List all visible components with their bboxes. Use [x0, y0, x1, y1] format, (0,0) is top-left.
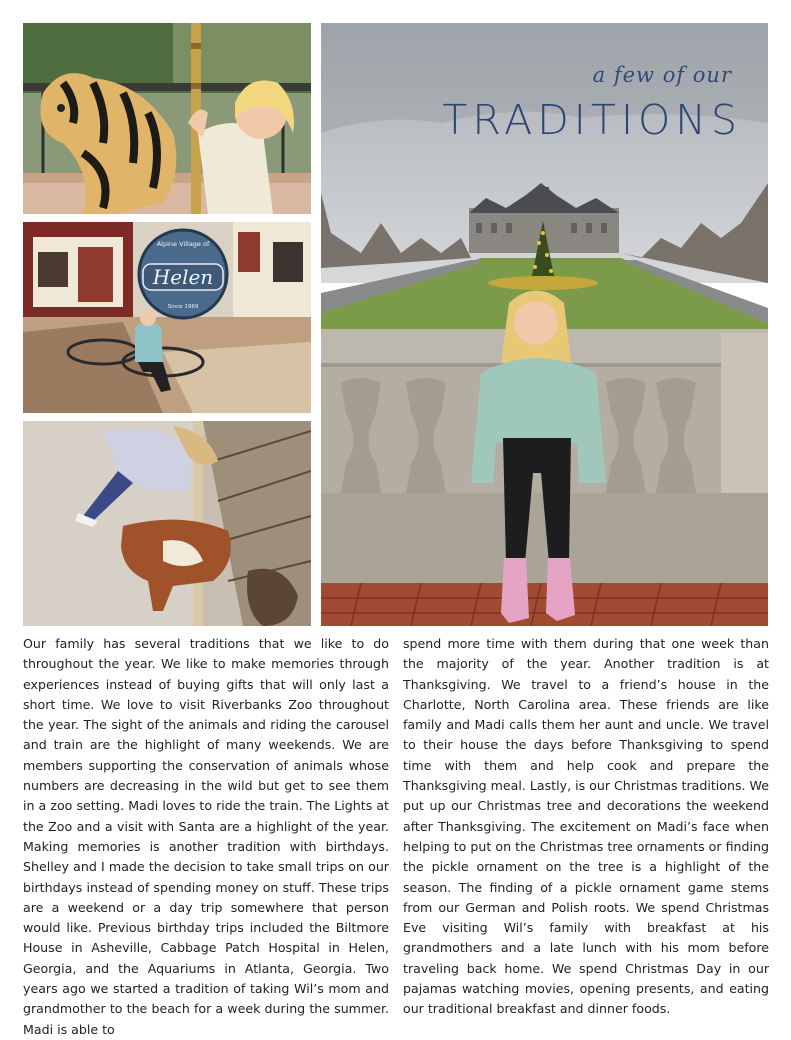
title-script: a few of our — [592, 63, 732, 87]
body-text-right-column: spend more time with them during that one week than the majority of the year. Another tradition is at Thanksgiving. We travel to a friend’s house in the Charlotte, North Carolina area. These friends are like family and Madi calls them her aunt and uncle. We travel to their house the days before Thanksgiving to spend time with them and help cook and prepare the Thanksgiving meal. Lastly, is our Christmas traditions. We put up our Christmas tree and decorations the weekend after Thanksgiving. The excitement on Madi’s face when helping to put on the Christmas tree ornaments or finding the pickle ornament on the tree is a highlight of the season. The finding of a pickle ornament game stems from our German and Polish roots. We spend Christmas Eve visiting Wil’s family with breakfast at his grandmothers and a late lunch with his mom before traveling back home. We spend Christmas Day in our pajamas watching movies, opening presents, and eating our traditional breakfast and dinner foods. — [403, 636, 769, 1017]
body-text-left-column: Our family has several traditions that we like to do throughout the year. We like to make memories through experiences instead of buying gifts that will only last a short time. We love to visit Riverbanks Zoo throughout the year. The sight of the animals and riding the carousel and train are the highlight of many weekends. We are members supporting the conservation of animals whose numbers are decreasing in the wild but get to see them in a zoo setting. Madi loves to ride the train. The Lights at the Zoo and a visit with Santa are a highlight of the year. Making memories is another tradition with birthdays. Shelley and I made the decision to take small trips on our birthdays instead of spending money on stuff. These trips are a weekend or a day trip somewhere that person would like. Previous birthday trips included the Biltmore House in Asheville, Cabbage Patch Hospital in Helen, Georgia, and the Aquariums in Atlanta, Georgia. Two years ago we started a tradition of taking Wil’s mom and grandmother to the beach for a week during the summer. Madi is able to — [23, 636, 389, 1037]
helen-photo — [23, 222, 311, 413]
biltmore-photo — [321, 23, 768, 626]
page-title: TRADITIONS — [442, 96, 742, 144]
helen-sign-bottom: Since 1969 — [167, 304, 199, 310]
carousel-photo — [23, 23, 311, 214]
goat-photo — [23, 421, 311, 626]
helen-sign-top: Alpine Village of — [156, 240, 210, 248]
helen-sign-name: Helen — [152, 265, 214, 289]
